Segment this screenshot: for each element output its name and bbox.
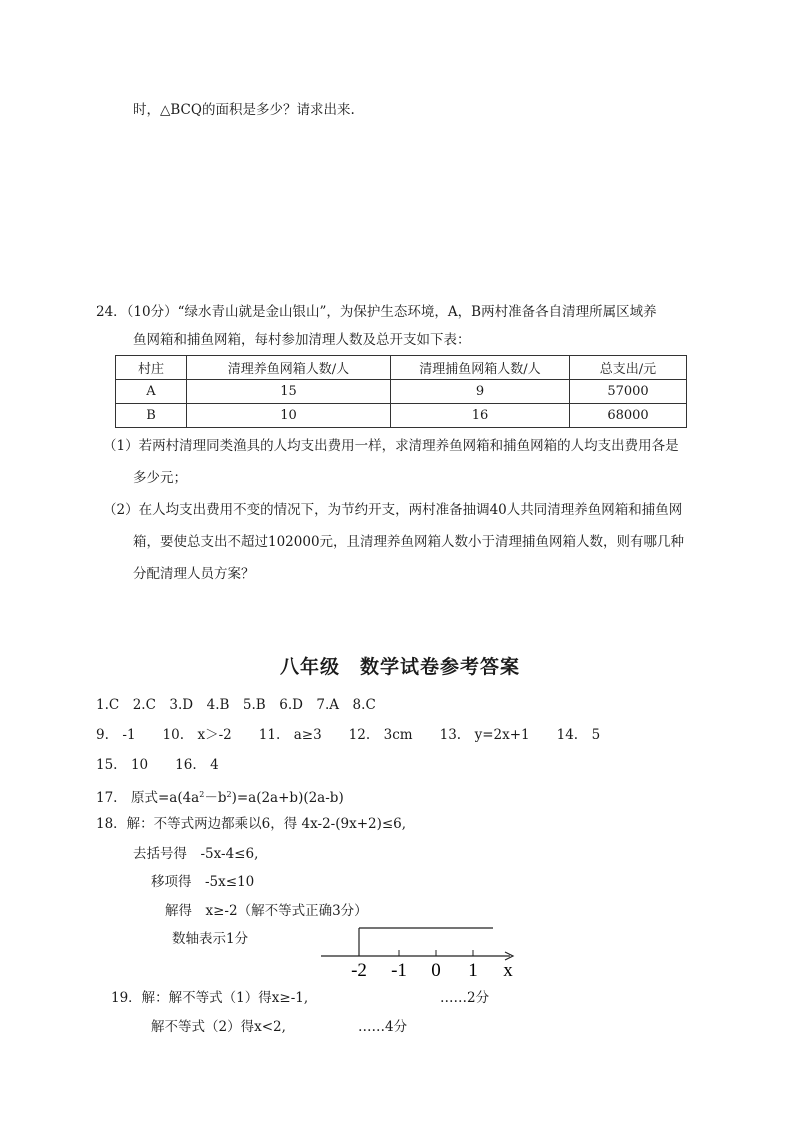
table-cell: 68000 xyxy=(570,404,687,428)
table-header: 清理养鱼网箱人数/人 xyxy=(187,356,391,380)
q24-table xyxy=(115,355,687,428)
answer-17-prefix: 17. 原式=a(4a xyxy=(96,790,200,806)
table-row xyxy=(116,404,687,428)
answer-18-line-3: 移项得 -5x≤10 xyxy=(151,874,255,890)
q24-line-2: 鱼网箱和捕鱼网箱，每村参加清理人数及总开支如下表： xyxy=(133,332,471,348)
table-header: 村庄 xyxy=(116,356,187,380)
table-cell: 15 xyxy=(187,380,391,404)
axis-label: x xyxy=(503,960,513,980)
answer-19-line-2: 解不等式（2）得x<2, xyxy=(151,1019,286,1035)
table-header: 总支出/元 xyxy=(570,356,687,380)
answer-19-line-1: 19．解：解不等式（1）得x≥-1, xyxy=(111,990,309,1006)
table-row xyxy=(116,380,687,404)
answer-17 xyxy=(96,786,344,807)
q24-line-1: 24．（10分）“绿水青山就是金山银山”，为保护生态环境，A，B两村准备各自清理所属区域养 xyxy=(96,304,657,320)
answer-line: 15. 10 16. 4 xyxy=(96,757,219,773)
answer-17-suffix: )=a(2a+b)(2a-b) xyxy=(231,790,344,806)
superscript: 2 xyxy=(226,790,232,799)
table-header: 清理捕鱼网箱人数/人 xyxy=(391,356,570,380)
tick-label: 0 xyxy=(431,960,441,980)
answer-18-line-5: 数轴表示1分 xyxy=(172,931,249,947)
q24-part2-line-2: 箱，要使总支出不超过102000元，且清理养鱼网箱人数小于清理捕鱼网箱人数，则有哪几种 xyxy=(133,534,685,550)
answers-title: 八年级 数学试卷参考答案 xyxy=(279,656,520,678)
tick-label: -2 xyxy=(351,960,367,980)
table-cell: A xyxy=(116,380,187,404)
table-cell: B xyxy=(116,404,187,428)
q24-part2-line-3: 分配清理人员方案？ xyxy=(133,566,255,582)
answer-18-line-1: 18．解：不等式两边都乘以6，得 4x-2-(9x+2)≤6, xyxy=(96,816,407,832)
table-cell: 10 xyxy=(187,404,391,428)
answer-17-mid: －b xyxy=(204,790,227,806)
table-cell: 57000 xyxy=(570,380,687,404)
superscript: 2 xyxy=(199,790,205,799)
answer-line: 1.C 2.C 3.D 4.B 5.B 6.D 7.A 8.C xyxy=(96,697,376,713)
number-line xyxy=(315,918,525,980)
answer-19-score-2: ……4分 xyxy=(358,1019,408,1035)
q24-part1-line-1: （1）若两村清理同类渔具的人均支出费用一样，求清理养鱼网箱和捕鱼网箱的人均支出费用各是 xyxy=(103,438,679,454)
question-text: 时，△BCQ的面积是多少？请求出来. xyxy=(133,102,355,118)
answer-18-line-2: 去括号得 -5x-4≤6, xyxy=(133,846,259,862)
table-cell: 9 xyxy=(391,380,570,404)
table-cell: 16 xyxy=(391,404,570,428)
q24-part2-line-1: （2）在人均支出费用不变的情况下，为节约开支，两村准备抽调40人共同清理养鱼网箱和捕鱼网 xyxy=(103,502,683,518)
answer-line: 9. -1 10. x＞-2 11. a≥3 12. 3cm 13. y=2x+1 14. 5 xyxy=(96,727,601,743)
q24-part1-line-2: 多少元； xyxy=(133,470,187,486)
tick-label: 1 xyxy=(468,960,478,980)
table-header-row xyxy=(116,356,687,380)
tick-label: -1 xyxy=(391,960,407,980)
answer-19-score-1: ……2分 xyxy=(440,990,490,1006)
answer-18-line-4: 解得 x≥-2（解不等式正确3分） xyxy=(165,903,368,919)
